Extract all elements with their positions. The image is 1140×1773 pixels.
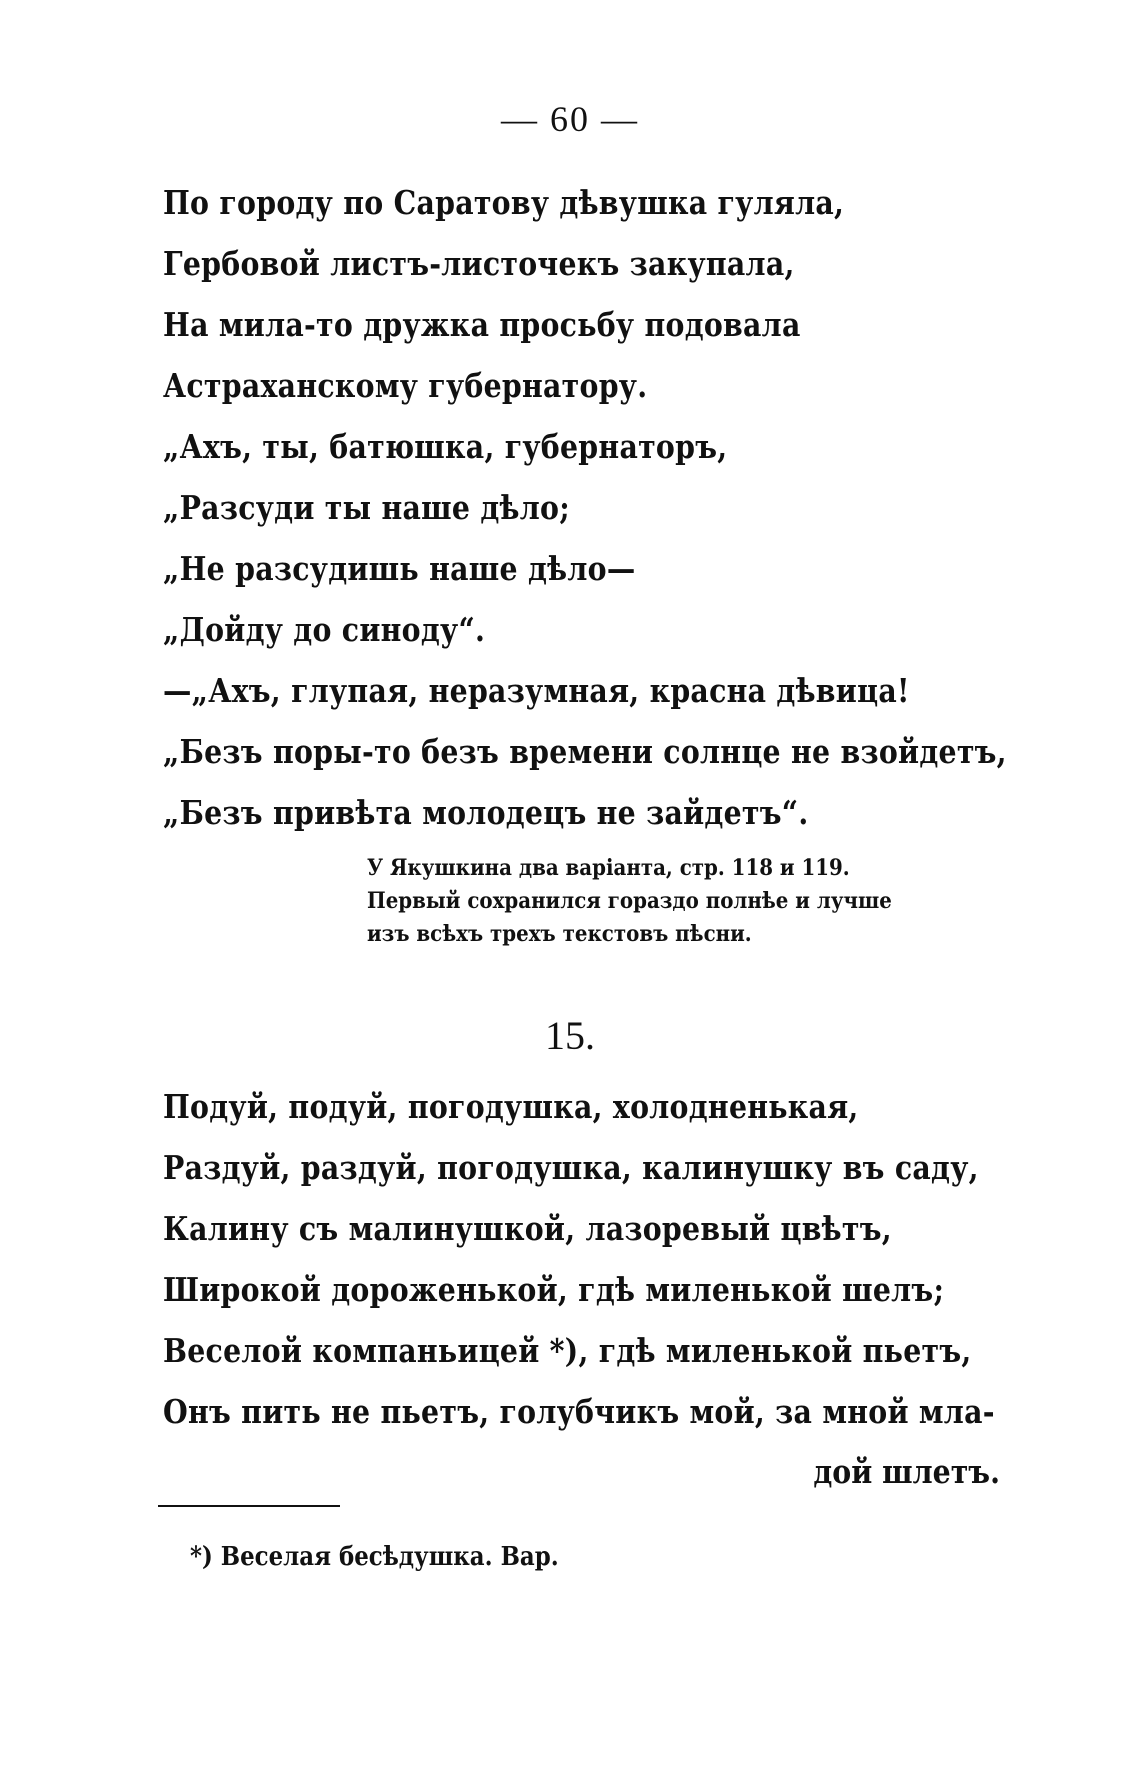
verse-line: Онъ пить не пьетъ, голубчикъ мой, за мной мла- <box>163 1392 995 1431</box>
verse-line: „Разсуди ты наше дѣло; <box>163 488 570 527</box>
verse-line: На мила-то дружка просьбу подовала <box>163 305 801 344</box>
verse-line: „Безъ привѣта молодецъ не зайдетъ“. <box>163 793 809 832</box>
verse-line: Калину съ малинушкой, лазоревый цвѣтъ, <box>163 1209 892 1248</box>
verse-line: —„Ахъ, глупая, неразумная, красна дѣвица! <box>163 671 910 710</box>
verse-line: Астраханскому губернатору. <box>163 366 648 405</box>
verse-line: Широкой дороженькой, гдѣ миленькой шелъ; <box>163 1270 945 1309</box>
footnote-divider <box>158 1505 340 1507</box>
note-line: изъ всѣхъ трехъ текстовъ пѣсни. <box>367 921 752 947</box>
note-line: Первый сохранился гораздо полнѣе и лучше <box>367 888 892 914</box>
song-verse <box>163 1076 1130 1442</box>
verse-line: „Не разсудишь наше дѣло— <box>163 549 636 588</box>
editorial-note <box>367 852 950 951</box>
verse-line: „Дойду до синоду“. <box>163 610 486 649</box>
verse-line: Веселой компаньицей *), гдѣ миленькой пьетъ, <box>163 1331 972 1370</box>
page-number: — 60 — <box>501 99 639 139</box>
footnote: *) Веселая бесѣдушка. Вар. <box>190 1542 559 1572</box>
note-line: У Якушкина два варіанта, стр. 118 и 119. <box>367 855 850 881</box>
verse-line: „Безъ поры-то безъ времени солнце не взойдетъ, <box>163 732 1007 771</box>
verse-line: Раздуй, раздуй, погодушка, калинушку въ саду, <box>163 1148 979 1187</box>
verse-line: Гербовой листъ-листочекъ закупала, <box>163 244 795 283</box>
verse-line: Подуй, подуй, погодушка, холодненькая, <box>163 1087 859 1126</box>
song-number: 15. <box>545 1013 595 1058</box>
verse-line: „Ахъ, ты, батюшка, губернаторъ, <box>163 427 728 466</box>
verse-line: По городу по Саратову дѣвушка гуляла, <box>163 183 845 222</box>
song-verse <box>163 172 1140 843</box>
verse-line-continuation: дой шлетъ. <box>813 1452 1000 1491</box>
